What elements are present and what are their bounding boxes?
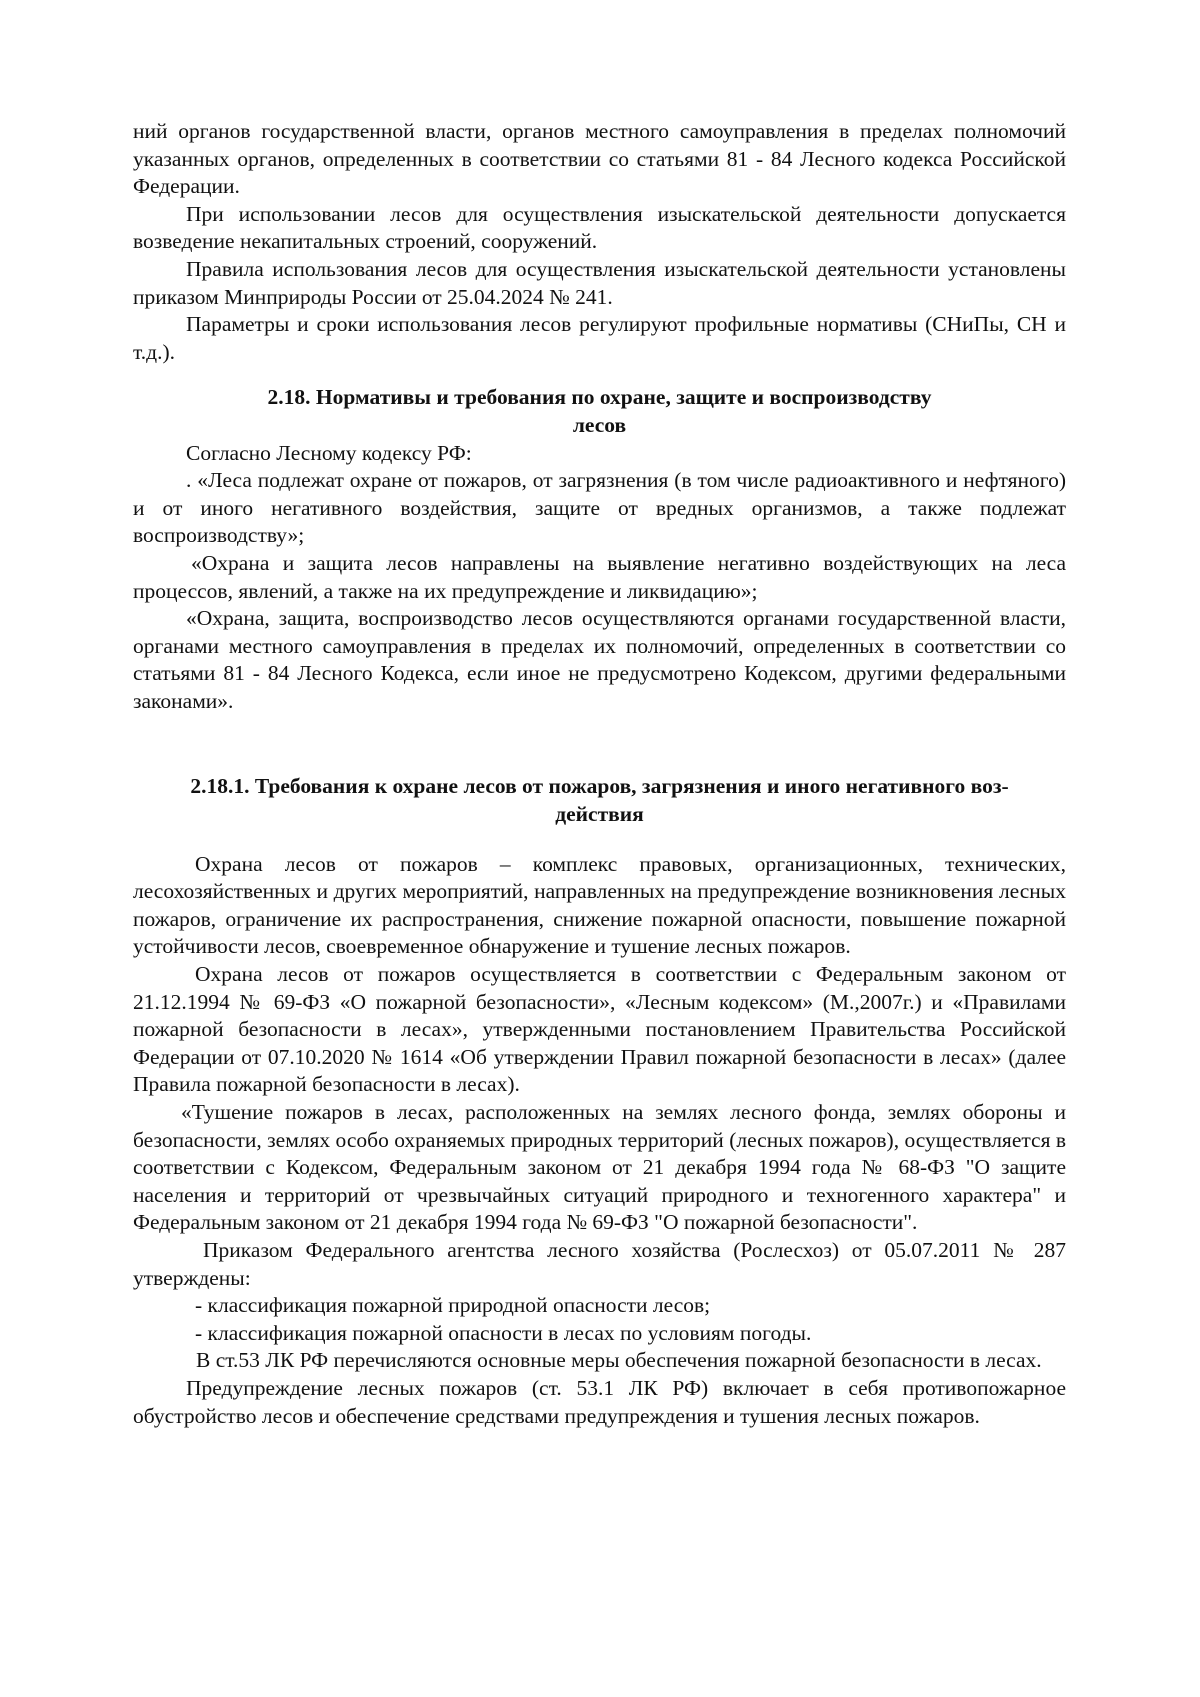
intro-paragraph-3: Правила использования лесов для осуществления изыскательской деятельности установлены приказом Минприроды России от 25.04.2024 № 241. [133,256,1066,309]
intro-paragraph-1: ний органов государственной власти, органов местного самоуправления в пределах полномочий указанных органов, определенных в соответствии со статьями 81 - 84 Лесного кодекса Российской Федерации. [133,119,1066,199]
intro-paragraph-2: При использовании лесов для осуществления изыскательской деятельности допускается возведение некапитальных строений, сооружений. [133,201,1066,254]
section-2-18-paragraph-3: «Охрана и защита лесов направлены на выявление негативно воздействующих на леса процессов, явлений, а также на их предупреждение и ликвидацию»; [133,550,1066,603]
spacer [133,829,1066,851]
section-2-18-paragraph-2: . «Леса подлежат охране от пожаров, от загрязнения (в том числе радиоактивного и нефтяного) и от иного негативного воздействия, защите от вредных организмов, а также подлежат воспроизводству»; [133,468,1066,548]
section-heading-2-18-line1: 2.18. Нормативы и требования по охране, защите и воспроизводству [267,385,932,410]
section-2-18-1-paragraph-8: Предупреждение лесных пожаров (ст. 53.1 ЛК РФ) включает в себя противопожарное обустройство лесов и обеспечение средствами предупреждения и тушения лесных пожаров. [133,1375,1066,1428]
spacer [133,366,1066,384]
spacer [133,715,1066,773]
list-item-classification-1: - классификация пожарной природной опасности лесов; [195,1293,711,1318]
section-heading-2-18-line2: лесов [572,412,627,437]
section-2-18-1-paragraph-7: В ст.53 ЛК РФ перечисляются основные меры обеспечения пожарной безопасности в лесах. [196,1348,1042,1373]
section-2-18-paragraph-1: Согласно Лесному кодексу РФ: [186,440,472,465]
section-2-18-1-paragraph-3: «Тушение пожаров в лесах, расположенных на землях лесного фонда, землях обороны и безопасности, землях особо охраняемых природных территорий (лесных пожаров), осуществляется в соответствии с Кодексом, Федеральным законом от 21 декабря 1994 года № 68-ФЗ "О защите населения и территорий от чрезвычайных ситуаций природного и техногенного характера" и Федеральным законом от 21 декабря 1994 года № 69-ФЗ "О пожарной безопасности". [133,1100,1066,1235]
section-2-18-1-paragraph-1: Охрана лесов от пожаров – комплекс правовых, организационных, технических, лесохозяйственных и других мероприятий, направленных на предупреждение возникновения лесных пожаров, ограничение их распространения, снижение пожарной опасности, повышение пожарной устойчивости лесов, своевременное обнаружение и тушение лесных пожаров. [133,851,1066,959]
section-2-18-1-paragraph-2: Охрана лесов от пожаров осуществляется в соответствии с Федеральным законом от 21.12.1994 № 69-ФЗ «О пожарной безопасности», «Лесным кодексом» (М.,2007г.) и «Правилами пожарной безопасности в лесах», утвержденными постановлением Правительства Российской Федерации от 07.10.2020 № 1614 «Об утверждении Правил пожарной безопасности в лесах» (далее Правила пожарной безопасности в лесах). [133,962,1066,1097]
list-item-classification-2: - классификация пожарной опасности в лесах по условиям погоды. [195,1320,812,1345]
section-2-18-1-paragraph-4: Приказом Федерального агентства лесного хозяйства (Рослесхоз) от 05.07.2011 № 287 утверждены: [133,1237,1066,1290]
section-heading-2-18-1-line2: действия [555,802,644,827]
section-2-18-paragraph-4: «Охрана, защита, воспроизводство лесов осуществляются органами государственной власти, органами местного самоуправления в пределах их полномочий, определенных в соответствии со статьями 81 - 84 Лесного Кодекса, если иное не предусмотрено Кодексом, другими федеральными законами». [133,606,1066,713]
document-page [133,118,1066,1430]
intro-paragraph-4: Параметры и сроки использования лесов регулируют профильные нормативы (СНиПы, СН и т.д.). [133,312,1066,364]
section-heading-2-18-1-line1: 2.18.1. Требования к охране лесов от пожаров, загрязнения и иного негативного воз- [190,774,1009,799]
